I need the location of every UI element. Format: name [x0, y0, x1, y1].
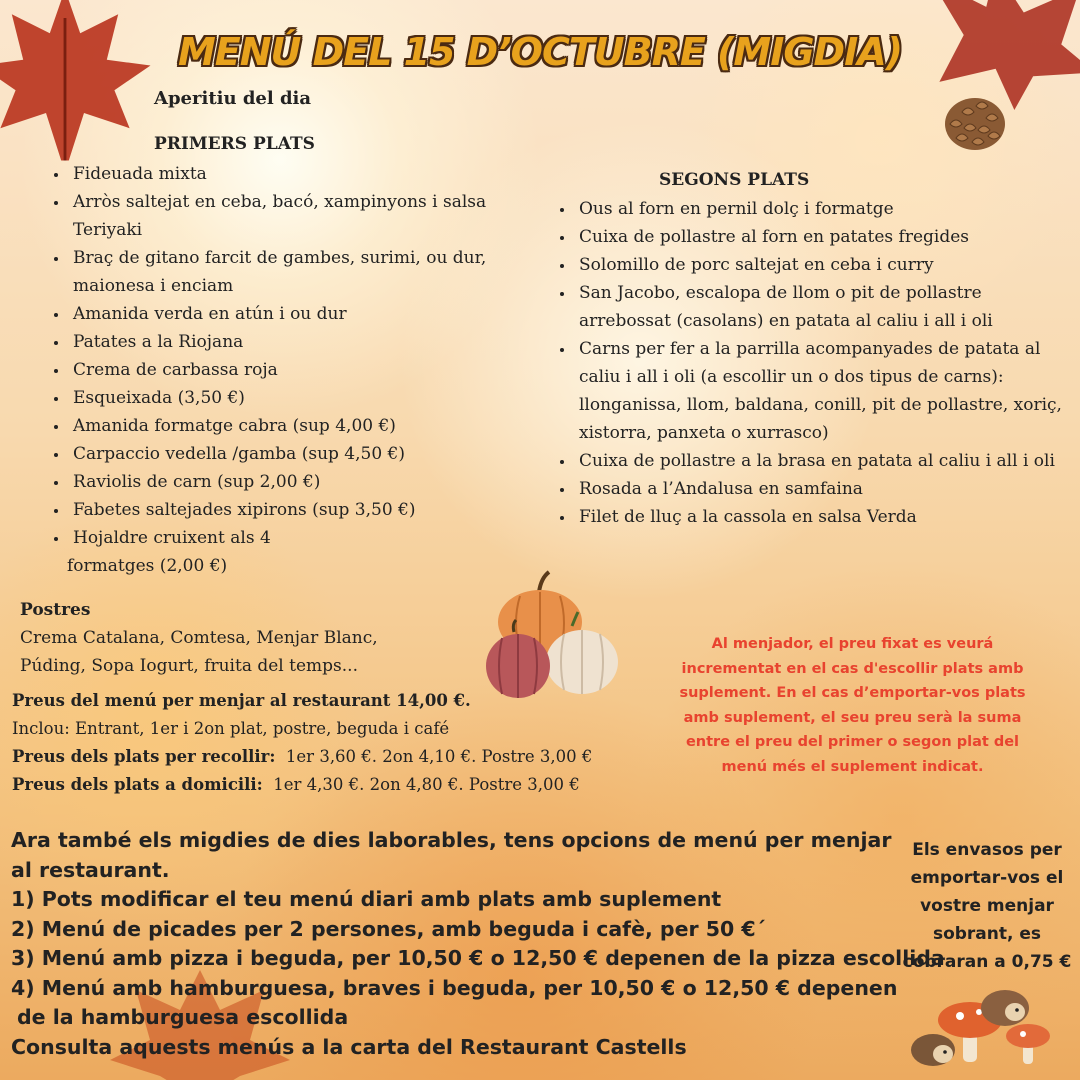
- supplement-note: Al menjador, el preu fixat es veurá incrementat en el cas d'escollir plats amb suplement. En el cas d’emportar-vos plats amb suplement, el seu preu serà la suma entre el preu del primer o segon plat del menú més el suplement indicat.: [679, 636, 1026, 775]
- prices-section: [12, 687, 612, 799]
- list-item: • Crema de carbassa roja: [69, 356, 489, 384]
- list-item: • Braç de gitano farcit de gambes, surimi, ou dur, maionesa i enciam: [69, 244, 489, 300]
- list-item: • Amanida formatge cabra (sup 4,00 €): [69, 412, 489, 440]
- list-item: • Fabetes saltejades xipirons (sup 3,50 €): [69, 496, 489, 524]
- list-item: • Filet de lluç a la cassola en salsa Verda: [575, 503, 1065, 531]
- maple-leaf-icon: [0, 0, 160, 170]
- segons-list: [553, 195, 1065, 531]
- primers-list: [47, 160, 489, 552]
- delivery-value: 1er 4,30 €. 2on 4,80 €. Postre 3,00 €: [273, 775, 580, 794]
- weekday-footer: Consulta aquests menús a la carta del Restaurant Castells: [11, 1034, 687, 1059]
- pinecone-icon: [940, 88, 1010, 154]
- postres-line: Crema Catalana, Comtesa, Menjar Blanc,: [20, 628, 378, 648]
- hedgehog-icon: [905, 972, 1075, 1072]
- weekday-option-continuation: de la hamburguesa escollida: [17, 1005, 349, 1029]
- pumpkin-icon: [484, 570, 624, 702]
- pickup-value: 1er 3,60 €. 2on 4,10 €. Postre 3,00 €: [285, 747, 593, 766]
- list-item: • San Jacobo, escalopa de llom o pit de pollastre arrebossat (casolans) en patata al caliu i all i oli: [575, 279, 1065, 335]
- list-item: • Ous al forn en pernil dolç i formatge: [575, 195, 1065, 223]
- weekday-option: 4) Menú amb hamburguesa, braves i beguda, per 10,50 € o 12,50 € depenen: [11, 975, 898, 1000]
- list-item: • Patates a la Riojana: [69, 328, 489, 356]
- list-item: • Rosada a l’Andalusa en samfaina: [575, 475, 1065, 503]
- list-item-continuation: formatges (2,00 €): [67, 556, 228, 576]
- segons-heading: SEGONS PLATS: [659, 170, 810, 190]
- list-item: • Carpaccio vedella /gamba (sup 4,50 €): [69, 440, 489, 468]
- weekday-option: 1) Pots modificar el teu menú diari amb plats amb suplement: [11, 887, 722, 911]
- list-item: • Carns per fer a la parrilla acompanyades de patata al caliu i all i oli (a escollir un o dos tipus de carns): llonganissa, llom, baldana, conill, pit de pollastre, xoriç, xistorra, panxeta o xurrasco): [575, 335, 1065, 447]
- postres-heading: Postres: [20, 600, 91, 620]
- postres-line: Púding, Sopa Iogurt, fruita del temps...: [20, 656, 358, 676]
- list-item: • Raviolis de carn (sup 2,00 €): [69, 468, 489, 496]
- weekday-intro: Ara també els migdies de dies laborables, tens opcions de menú per menjar al restaurant.: [11, 828, 892, 882]
- list-item: • Fideuada mixta: [69, 160, 489, 188]
- list-item: • Amanida verda en atún i ou dur: [69, 300, 489, 328]
- list-item: • Arròs saltejat en ceba, bacó, xampinyons i salsa Teriyaki: [69, 188, 489, 244]
- includes-text: Inclou: Entrant, 1er i 2on plat, postre, beguda i café: [12, 719, 450, 738]
- restaurant-price: Preus del menú per menjar al restaurant 14,00 €.: [12, 691, 471, 710]
- weekday-option: 2) Menú de picades per 2 persones, amb beguda i cafè, per 50 €´: [11, 916, 766, 941]
- list-item: • Cuixa de pollastre al forn en patates fregides: [575, 223, 1065, 251]
- pickup-label: Preus dels plats per recollir:: [12, 747, 276, 766]
- list-item: • Esqueixada (3,50 €): [69, 384, 489, 412]
- list-item: • Hojaldre cruixent als 4: [69, 524, 489, 552]
- weekday-option: 3) Menú amb pizza i beguda, per 10,50 € o 12,50 € depenen de la pizza escollida: [11, 946, 945, 970]
- postres-section: [20, 596, 378, 680]
- containers-note: Els envasos per emportar-vos el vostre menjar sobrant, es cobraran a 0,75 €: [902, 840, 1072, 972]
- page-title: MENÚ DEL 15 D’OCTUBRE (MIGDIA): [177, 30, 903, 74]
- list-item: • Solomillo de porc saltejat en ceba i curry: [575, 251, 1065, 279]
- weekday-section: [11, 826, 945, 1062]
- aperitiu-label: Aperitiu del dia: [154, 88, 312, 109]
- primers-heading: PRIMERS PLATS: [154, 134, 315, 154]
- delivery-label: Preus dels plats a domicili:: [12, 775, 263, 794]
- list-item: • Cuixa de pollastre a la brasa en patata al caliu i all i oli: [575, 447, 1065, 475]
